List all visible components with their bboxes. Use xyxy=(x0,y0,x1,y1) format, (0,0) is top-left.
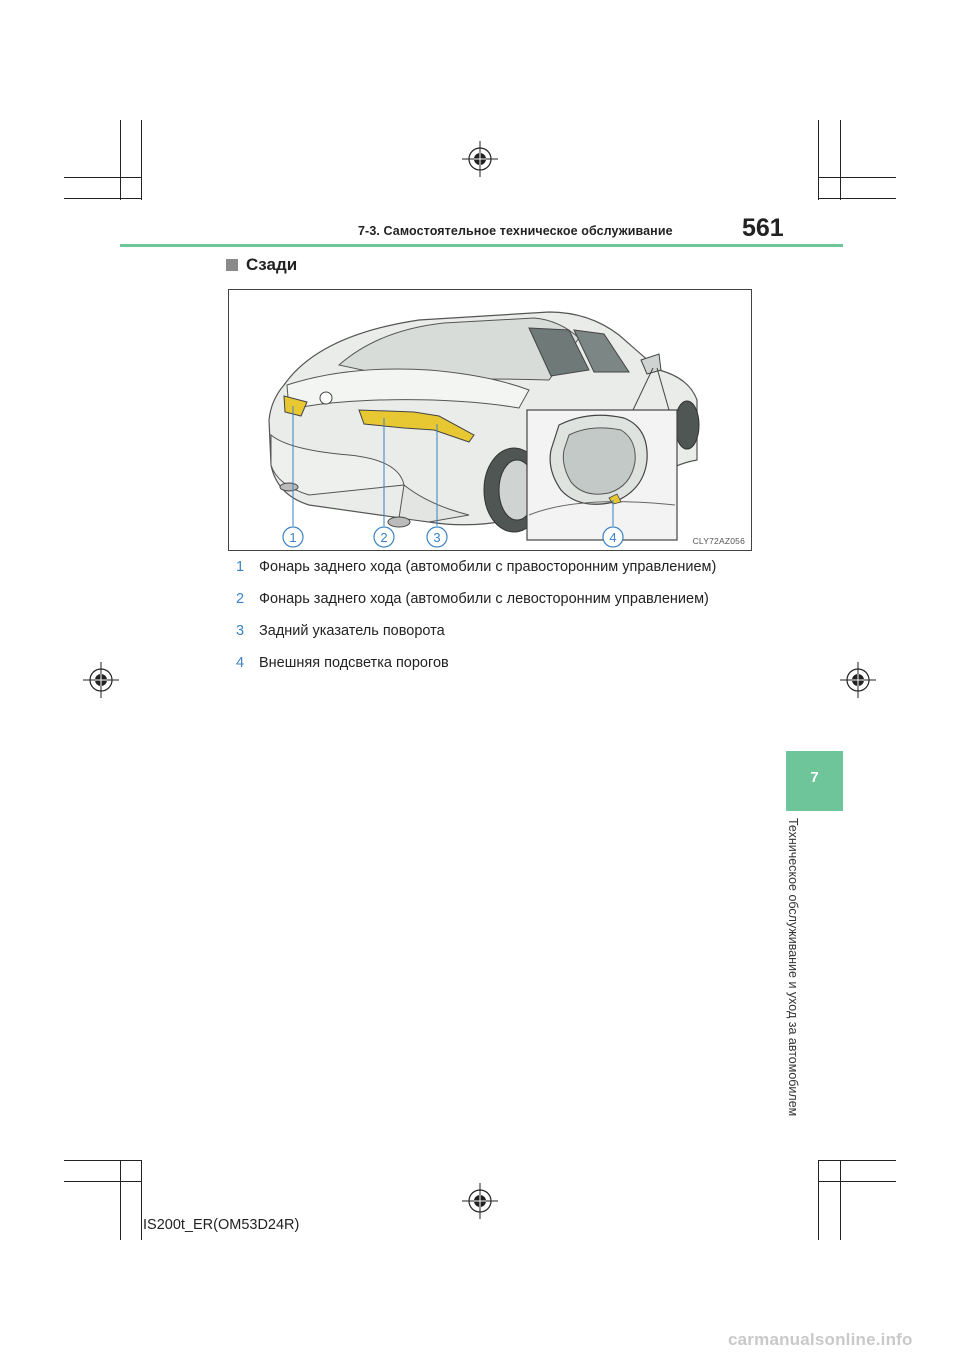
figure-code: CLY72AZ056 xyxy=(692,536,745,546)
watermark: carmanualsonline.info xyxy=(728,1330,913,1349)
svg-text:2: 2 xyxy=(380,530,388,545)
legend-item xyxy=(236,652,742,674)
svg-text:4: 4 xyxy=(609,530,617,545)
callout-3 xyxy=(427,527,447,547)
chapter-tab xyxy=(786,751,843,811)
section-heading-text: Сзади xyxy=(246,255,298,274)
page-number: 561 xyxy=(742,214,784,242)
legend-list xyxy=(236,556,742,684)
svg-text:1: 1 xyxy=(289,530,297,545)
callout-1 xyxy=(283,527,303,547)
footer-doc-code: IS200t_ER(OM53D24R) xyxy=(143,1217,300,1233)
chapter-number: 7 xyxy=(810,769,819,786)
legend-item xyxy=(236,556,742,578)
legend-number: 3 xyxy=(236,623,245,639)
legend-text: Фонарь заднего хода (автомобили с левосторонним управлением) xyxy=(259,591,709,607)
legend-number: 4 xyxy=(236,655,245,671)
legend-text: Задний указатель поворота xyxy=(259,623,445,639)
bullet-square-icon xyxy=(226,259,238,271)
running-header-title: 7-3. Самостоятельное техническое обслуживание xyxy=(358,224,673,238)
legend-text: Внешняя подсветка порогов xyxy=(259,655,449,671)
car-rear-view-drawing xyxy=(229,290,751,550)
callout-2 xyxy=(374,527,394,547)
registration-target-icon xyxy=(462,1183,498,1219)
chapter-title: Техническое обслуживание и уход за автомобилем xyxy=(786,818,800,1117)
registration-target-icon xyxy=(83,662,119,698)
legend-item xyxy=(236,620,742,642)
legend-number: 1 xyxy=(236,559,245,575)
callout-4 xyxy=(603,527,623,547)
registration-target-icon xyxy=(840,662,876,698)
legend-item xyxy=(236,588,742,610)
chapter-side-title xyxy=(784,818,806,1138)
rear-lights-illustration xyxy=(228,289,752,551)
registration-target-icon xyxy=(462,141,498,177)
svg-text:3: 3 xyxy=(433,530,441,545)
legend-number: 2 xyxy=(236,591,245,607)
section-heading xyxy=(226,255,297,275)
header-rule xyxy=(120,244,843,247)
legend-text: Фонарь заднего хода (автомобили с правосторонним управлением) xyxy=(259,559,717,575)
